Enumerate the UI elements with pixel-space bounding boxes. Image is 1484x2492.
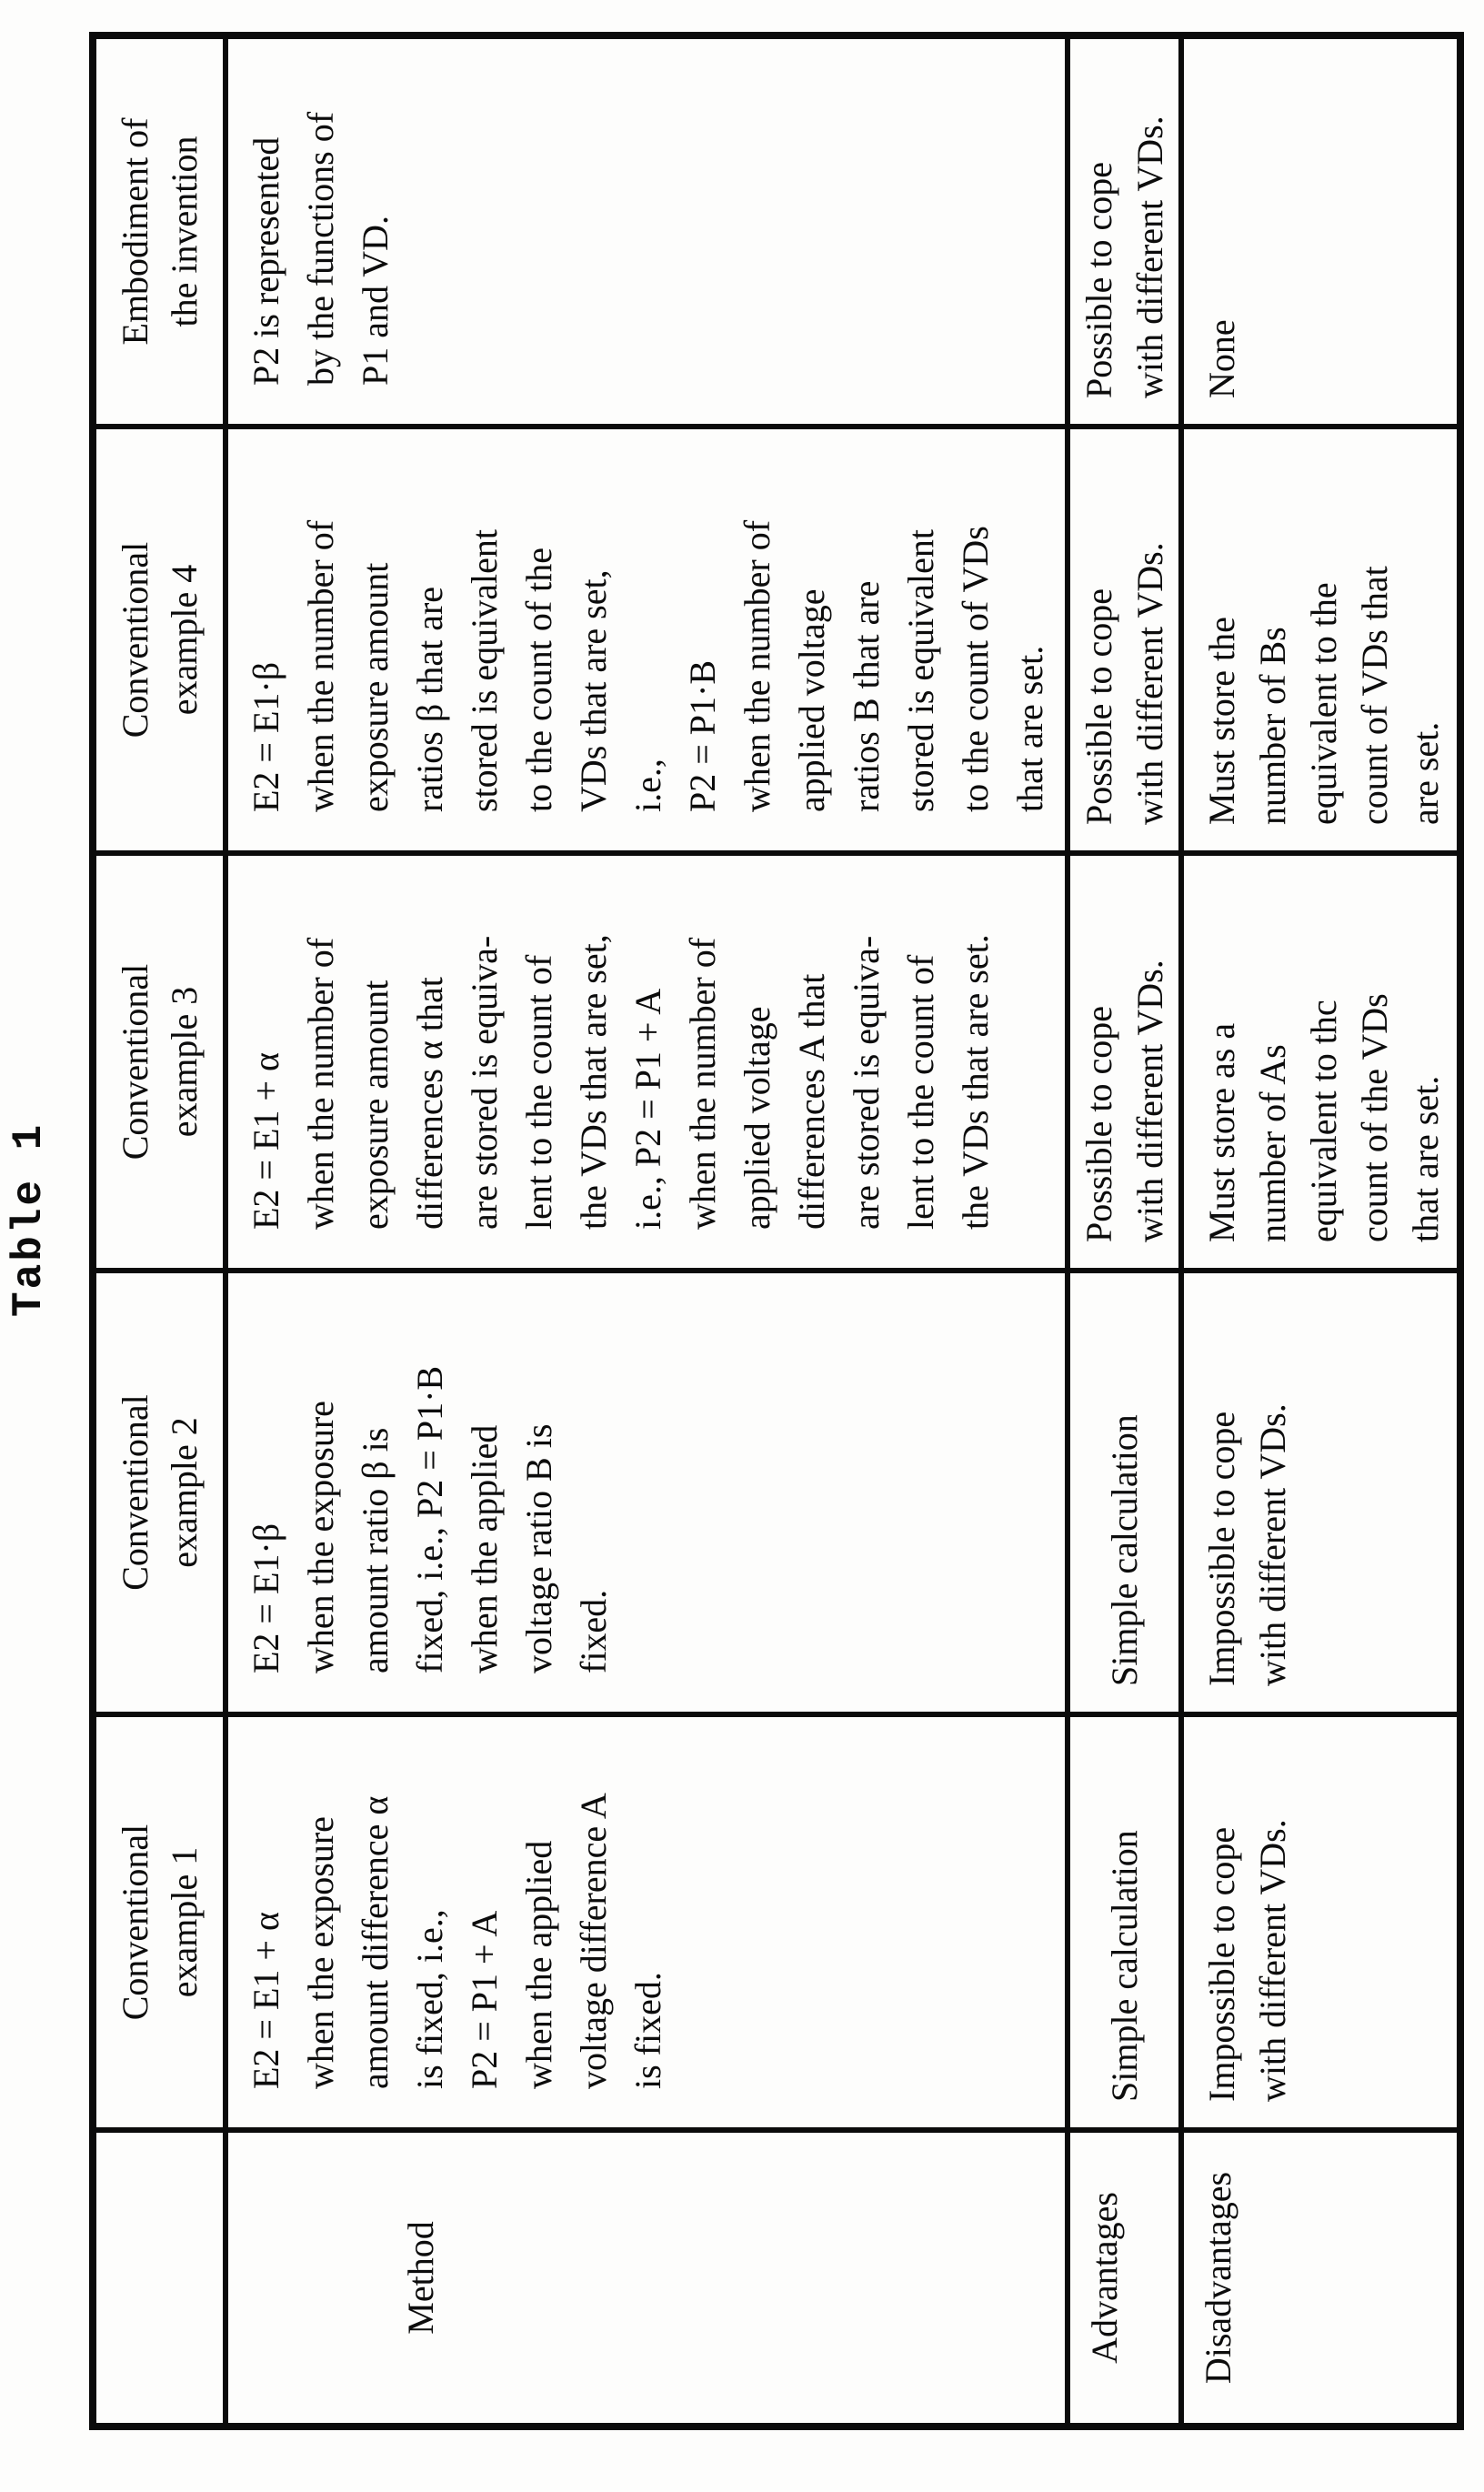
column-header-embodiment: Embodiment of the invention <box>94 36 226 427</box>
method-cell-example-2: E2 = E1·β when the exposure amount ratio β is fixed, i.e., P2 = P1·B when the applied voltage ratio B is fixed. <box>226 1271 1068 1714</box>
advantages-cell-example-1: Simple calculation <box>1068 1714 1181 2130</box>
disadvantages-cell-example-2: Impossible to cope with different VDs. <box>1181 1271 1459 1714</box>
disadvantages-cell-example-3: Must store as a number of As equivalent to thc count of the VDs that are set. <box>1181 853 1459 1271</box>
corner-cell <box>94 2130 226 2426</box>
method-row <box>226 36 1068 2426</box>
column-header-example-1: Conventional example 1 <box>94 1714 226 2130</box>
row-label-advantages: Advantages <box>1068 2130 1181 2426</box>
disadvantages-row <box>1181 36 1459 2426</box>
disadvantages-cell-embodiment: None <box>1181 36 1459 427</box>
header-row <box>94 36 226 2426</box>
column-header-example-3: Conventional example 3 <box>94 853 226 1271</box>
method-cell-example-4: E2 = E1·β when the number of exposure amount ratios β that are stored is equivalent to the count of the VDs that are set, i.e., P2 = P1·B when the number of applied voltage ratios B that are stored is equivalent to the count of VDs that are set. <box>226 427 1068 853</box>
advantages-cell-example-3: Possible to cope with different VDs. <box>1068 853 1181 1271</box>
advantages-cell-example-4: Possible to cope with different VDs. <box>1068 427 1181 853</box>
table-caption: Table 1 <box>5 1121 53 1317</box>
advantages-row <box>1068 36 1181 2426</box>
comparison-table <box>91 34 1462 2428</box>
row-label-method: Method <box>226 2130 1068 2426</box>
row-label-disadvantages: Disadvantages <box>1181 2130 1459 2426</box>
advantages-cell-example-2: Simple calculation <box>1068 1271 1181 1714</box>
method-cell-embodiment: P2 is represented by the functions of P1 and VD. <box>226 36 1068 427</box>
column-header-example-2: Conventional example 2 <box>94 1271 226 1714</box>
column-header-example-4: Conventional example 4 <box>94 427 226 853</box>
advantages-cell-embodiment: Possible to cope with different VDs. <box>1068 36 1181 427</box>
method-cell-example-3: E2 = E1 + α when the number of exposure amount differences α that are stored is equiva- lent to the count of the VDs that are set, i.e., P2 = P1 + A when the number of applied voltage differences A that are stored is equiva- lent to the count of the VDs that are set. <box>226 853 1068 1271</box>
method-cell-example-1: E2 = E1 + α when the exposure amount difference α is fixed, i.e., P2 = P1 + A when the applied voltage difference A is fixed. <box>226 1714 1068 2130</box>
disadvantages-cell-example-1: Impossible to cope with different VDs. <box>1181 1714 1459 2130</box>
disadvantages-cell-example-4: Must store the number of Bs equivalent to the count of VDs that are set. <box>1181 427 1459 853</box>
